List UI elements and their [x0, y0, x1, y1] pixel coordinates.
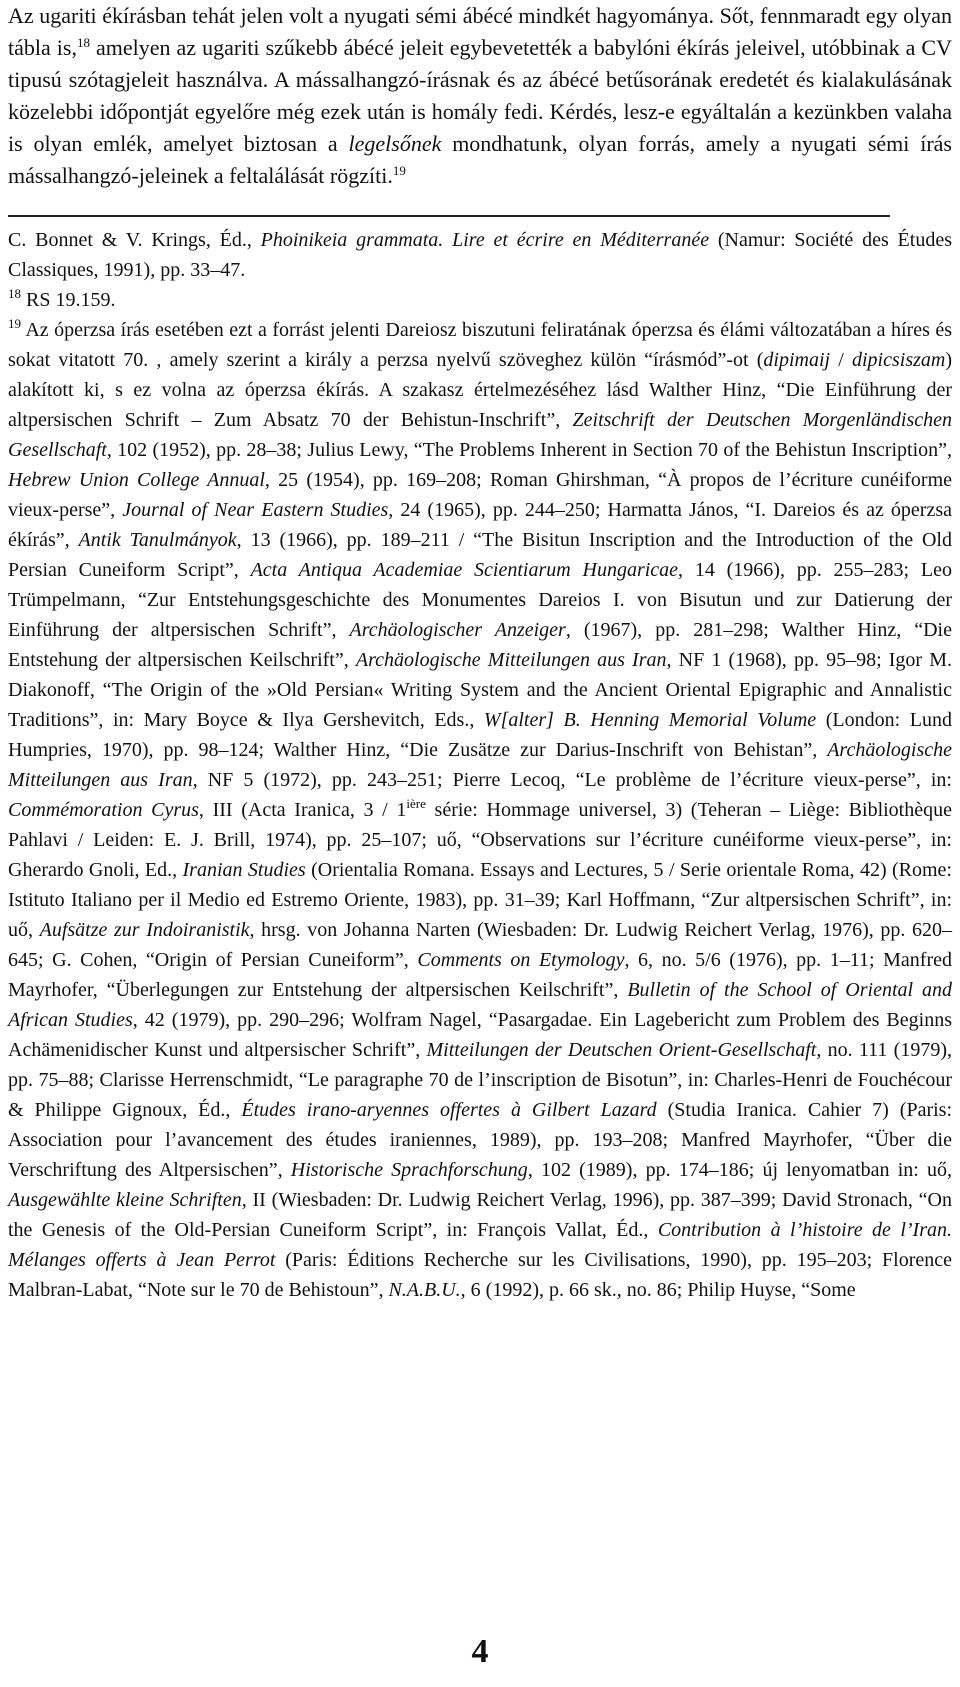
text-run: , 6, no. 5/6 (1976), pp. 1–11; Manfred Mayrhofer, “Überlegungen zur Entstehung der altpersischen Keilschrift”, [8, 949, 952, 1001]
italic-text: Contribution à l’histoire de l’Iran. Mélanges offerts à Jean Perrot [8, 1219, 952, 1271]
text-run: , (1967), pp. 281–298; Walther Hinz, “Die Entstehung der altpersischen Keilschrift”, [8, 619, 952, 671]
text-run: Az óperzsa írás esetében ezt a forrást jelenti Dareiosz biszutuni feliratának óperzsa és élámi változatában a híres és sokat vitatott 70. , amely szerint a király a perzsa nyelvű szöveghez külön “írásmód”-ot ( [8, 319, 952, 371]
italic-text: Acta Antiqua Academiae Scientiarum Hungaricae [250, 559, 679, 581]
text-run: (London: Lund Humpries, 1970), pp. 98–124; Walther Hinz, “Die Zusätze zur Darius-Inschrift von Behistan”, [8, 709, 952, 761]
text-run: RS 19.159. [21, 289, 116, 311]
italic-text: Phoinikeia grammata. Lire et écrire en Méditerranée [260, 229, 710, 251]
italic-text: Archäologische Mitteilungen aus Iran [355, 649, 667, 671]
text-run: (Studia Iranica. Cahier 7) (Paris: Association pour l’avancement des études iraniennes, 1989), pp. 193–208; Manfred Mayrhofer, “Über die Verschriftung des Altpersischen”, [8, 1099, 952, 1181]
superscript-ref: 19 [392, 163, 406, 178]
italic-text: dipimaij [763, 349, 831, 371]
text-run: amelyen az ugariti szűkebb ábécé jeleit egybevetették a babylóni ékírás jeleivel, utóbbinak a CV tipusú szótagjeleit használva. A mássalhangzó-írásnak és az ábécé betűsorának eredetét és kialakulásának közelebbi időpontját egyelőre még ezek után is homály fedi. Kérdés, lesz-e egyáltalán a kezünkben valaha is olyan emlék, amelyet biztosan a [8, 35, 952, 156]
text-run: , 13 (1966), pp. 189–211 / “The Bisitun Inscription and the Introduction of the Old Persian Cuneiform Script”, [8, 529, 952, 581]
text-run: mondhatunk, olyan forrás, amely a nyugati sémi írás mássalhangzó-jeleinek a feltalálását rögzíti. [8, 131, 952, 188]
italic-text: N.A.B.U. [388, 1279, 461, 1301]
italic-text: Bulletin of the School of Oriental and African Studies [8, 979, 952, 1031]
text-run: , 102 (1989), pp. 174–186; új lenyomatban in: uő, [527, 1159, 952, 1181]
italic-text: Iranian Studies [182, 859, 306, 881]
text-run: , 42 (1979), pp. 290–296; Wolfram Nagel, “Pasargadae. Ein Lagebericht zum Problem des Beginns Achämenidischer Kunst und altpersischer Schrift”, [8, 1009, 952, 1061]
italic-text: Archäologischer Anzeiger [349, 619, 566, 641]
italic-text: Hebrew Union College Annual [8, 469, 265, 491]
italic-text: Archäologische Mitteilungen aus Iran [8, 739, 952, 791]
text-run: , 14 (1966), pp. 255–283; Leo Trümpelmann, “Zur Entstehungsgeschichte des Monumentes Dareios I. von Bisutun und zur Datierung der Einführung der altpersischen Schrift”, [8, 559, 952, 641]
italic-text: Aufsätze zur Indoiranistik [39, 919, 250, 941]
text-run: série: Hommage universel, 3) (Teheran – Liège: Bibliothèque Pahlavi / Leiden: E. J. Brill, 1974), pp. 25–107; uő, “Observations sur l’écriture cunéiforme vieux-perse”, in: Gherardo Gnoli, Ed., [8, 799, 952, 881]
italic-text: Mitteilungen der Deutschen Orient-Gesellschaft [426, 1039, 817, 1061]
text-run: C. Bonnet & V. Krings, Éd., [8, 229, 261, 251]
italic-text: Antik Tanulmányok [78, 529, 237, 551]
text-run: , III (Acta Iranica, 3 / 1 [198, 799, 407, 821]
footnote-separator [8, 215, 890, 217]
footnote-19 [8, 315, 952, 1305]
italic-text: Zeitschrift der Deutschen Morgenländischen Gesellschaft [8, 409, 952, 461]
text-run: , 25 (1954), pp. 169–208; Roman Ghirshman, “À propos de l’écriture cunéiforme vieux-perse”, [8, 469, 952, 521]
superscript-ref: 18 [76, 35, 90, 50]
text-run: (Paris: Éditions Recherche sur les Civilisations, 1990), pp. 195–203; Florence Malbran-Labat, “Note sur le 70 de Behistoun”, [8, 1249, 952, 1301]
text-run: , no. 111 (1979), pp. 75–88; Clarisse Herrenschmidt, “Le paragraphe 70 de l’inscription de Bisotun”, in: Charles-Henri de Fouchécour & Philippe Gignoux, Éd., [8, 1039, 952, 1121]
superscript-ref: ière [406, 796, 426, 811]
text-run: , 6 (1992), p. 66 sk., no. 86; Philip Huyse, “Some [460, 1279, 856, 1301]
text-run: , hrsg. von Johanna Narten (Wiesbaden: Dr. Ludwig Reichert Verlag, 1976), pp. 620–645; G. Cohen, “Origin of Persian Cuneiform”, [8, 919, 953, 971]
text-run: , NF 5 (1972), pp. 243–251; Pierre Lecoq, “Le problème de l’écriture vieux-perse”, in: [192, 769, 952, 791]
text-run: (Orientalia Romana. Essays and Lectures, 5 / Serie orientale Roma, 42) (Rome: Istituto Italiano per il Medio ed Estremo Oriente, 1983), pp. 31–39; Karl Hoffmann, “Zur altpersischen Schrift”, in: uő, [8, 859, 952, 941]
text-run: Az ugariti ékírásban tehát jelen volt a nyugati sémi ábécé mindkét hagyománya. Sőt, fennmaradt egy olyan tábla is, [8, 3, 952, 60]
italic-text: dipicsiszam [851, 349, 946, 371]
italic-text: Journal of Near Eastern Studies [122, 499, 389, 521]
footnote-continuation [8, 225, 952, 285]
text-run: ) alakított ki, s ez volna az óperzsa ékírás. A szakasz értelmezéséhez lásd Walther Hinz, “Die Einführung der altpersischen Schrift – Zum Absatz 70 der Behistun-Inschrift”, [8, 349, 952, 431]
italic-text: Ausgewählte kleine Schriften [8, 1189, 242, 1211]
italic-text: Comments on Etymology [417, 949, 625, 971]
italic-text: Historische Sprachforschung [290, 1159, 528, 1181]
italic-text: Études irano-aryennes offertes à Gilbert Lazard [241, 1099, 657, 1121]
italic-text: legelsőnek [348, 131, 442, 156]
text-run: / [830, 349, 852, 371]
italic-text: W[alter] B. Henning Memorial Volume [483, 709, 817, 731]
superscript-ref: 19 [8, 316, 21, 331]
footnotes [8, 225, 952, 1305]
italic-text: Commémoration Cyrus [8, 799, 199, 821]
text-run: (Namur: Société des Études Classiques, 1991), pp. 33–47. [8, 229, 952, 281]
document-page [8, 0, 952, 1305]
page-number: 4 [471, 1633, 489, 1670]
body-paragraph [8, 0, 952, 192]
text-run: , 24 (1965), pp. 244–250; Harmatta János, “I. Dareios és az óperzsa ékírás”, [8, 499, 953, 551]
text-run: , 102 (1952), pp. 28–38; Julius Lewy, “The Problems Inherent in Section 70 of the Behistun Inscription”, [106, 439, 952, 461]
text-run: , II (Wiesbaden: Dr. Ludwig Reichert Verlag, 1996), pp. 387–399; David Stronach, “On the Genesis of the Old-Persian Cuneiform Script”, in: François Vallat, Éd., [8, 1189, 952, 1241]
text-run: , NF 1 (1968), pp. 95–98; Igor M. Diakonoff, “The Origin of the »Old Persian« Writing System and the Ancient Oriental Epigraphic and Annalistic Traditions”, in: Mary Boyce & Ilya Gershevitch, Eds., [8, 649, 953, 731]
footnote-18 [8, 285, 952, 315]
superscript-ref: 18 [8, 286, 21, 301]
